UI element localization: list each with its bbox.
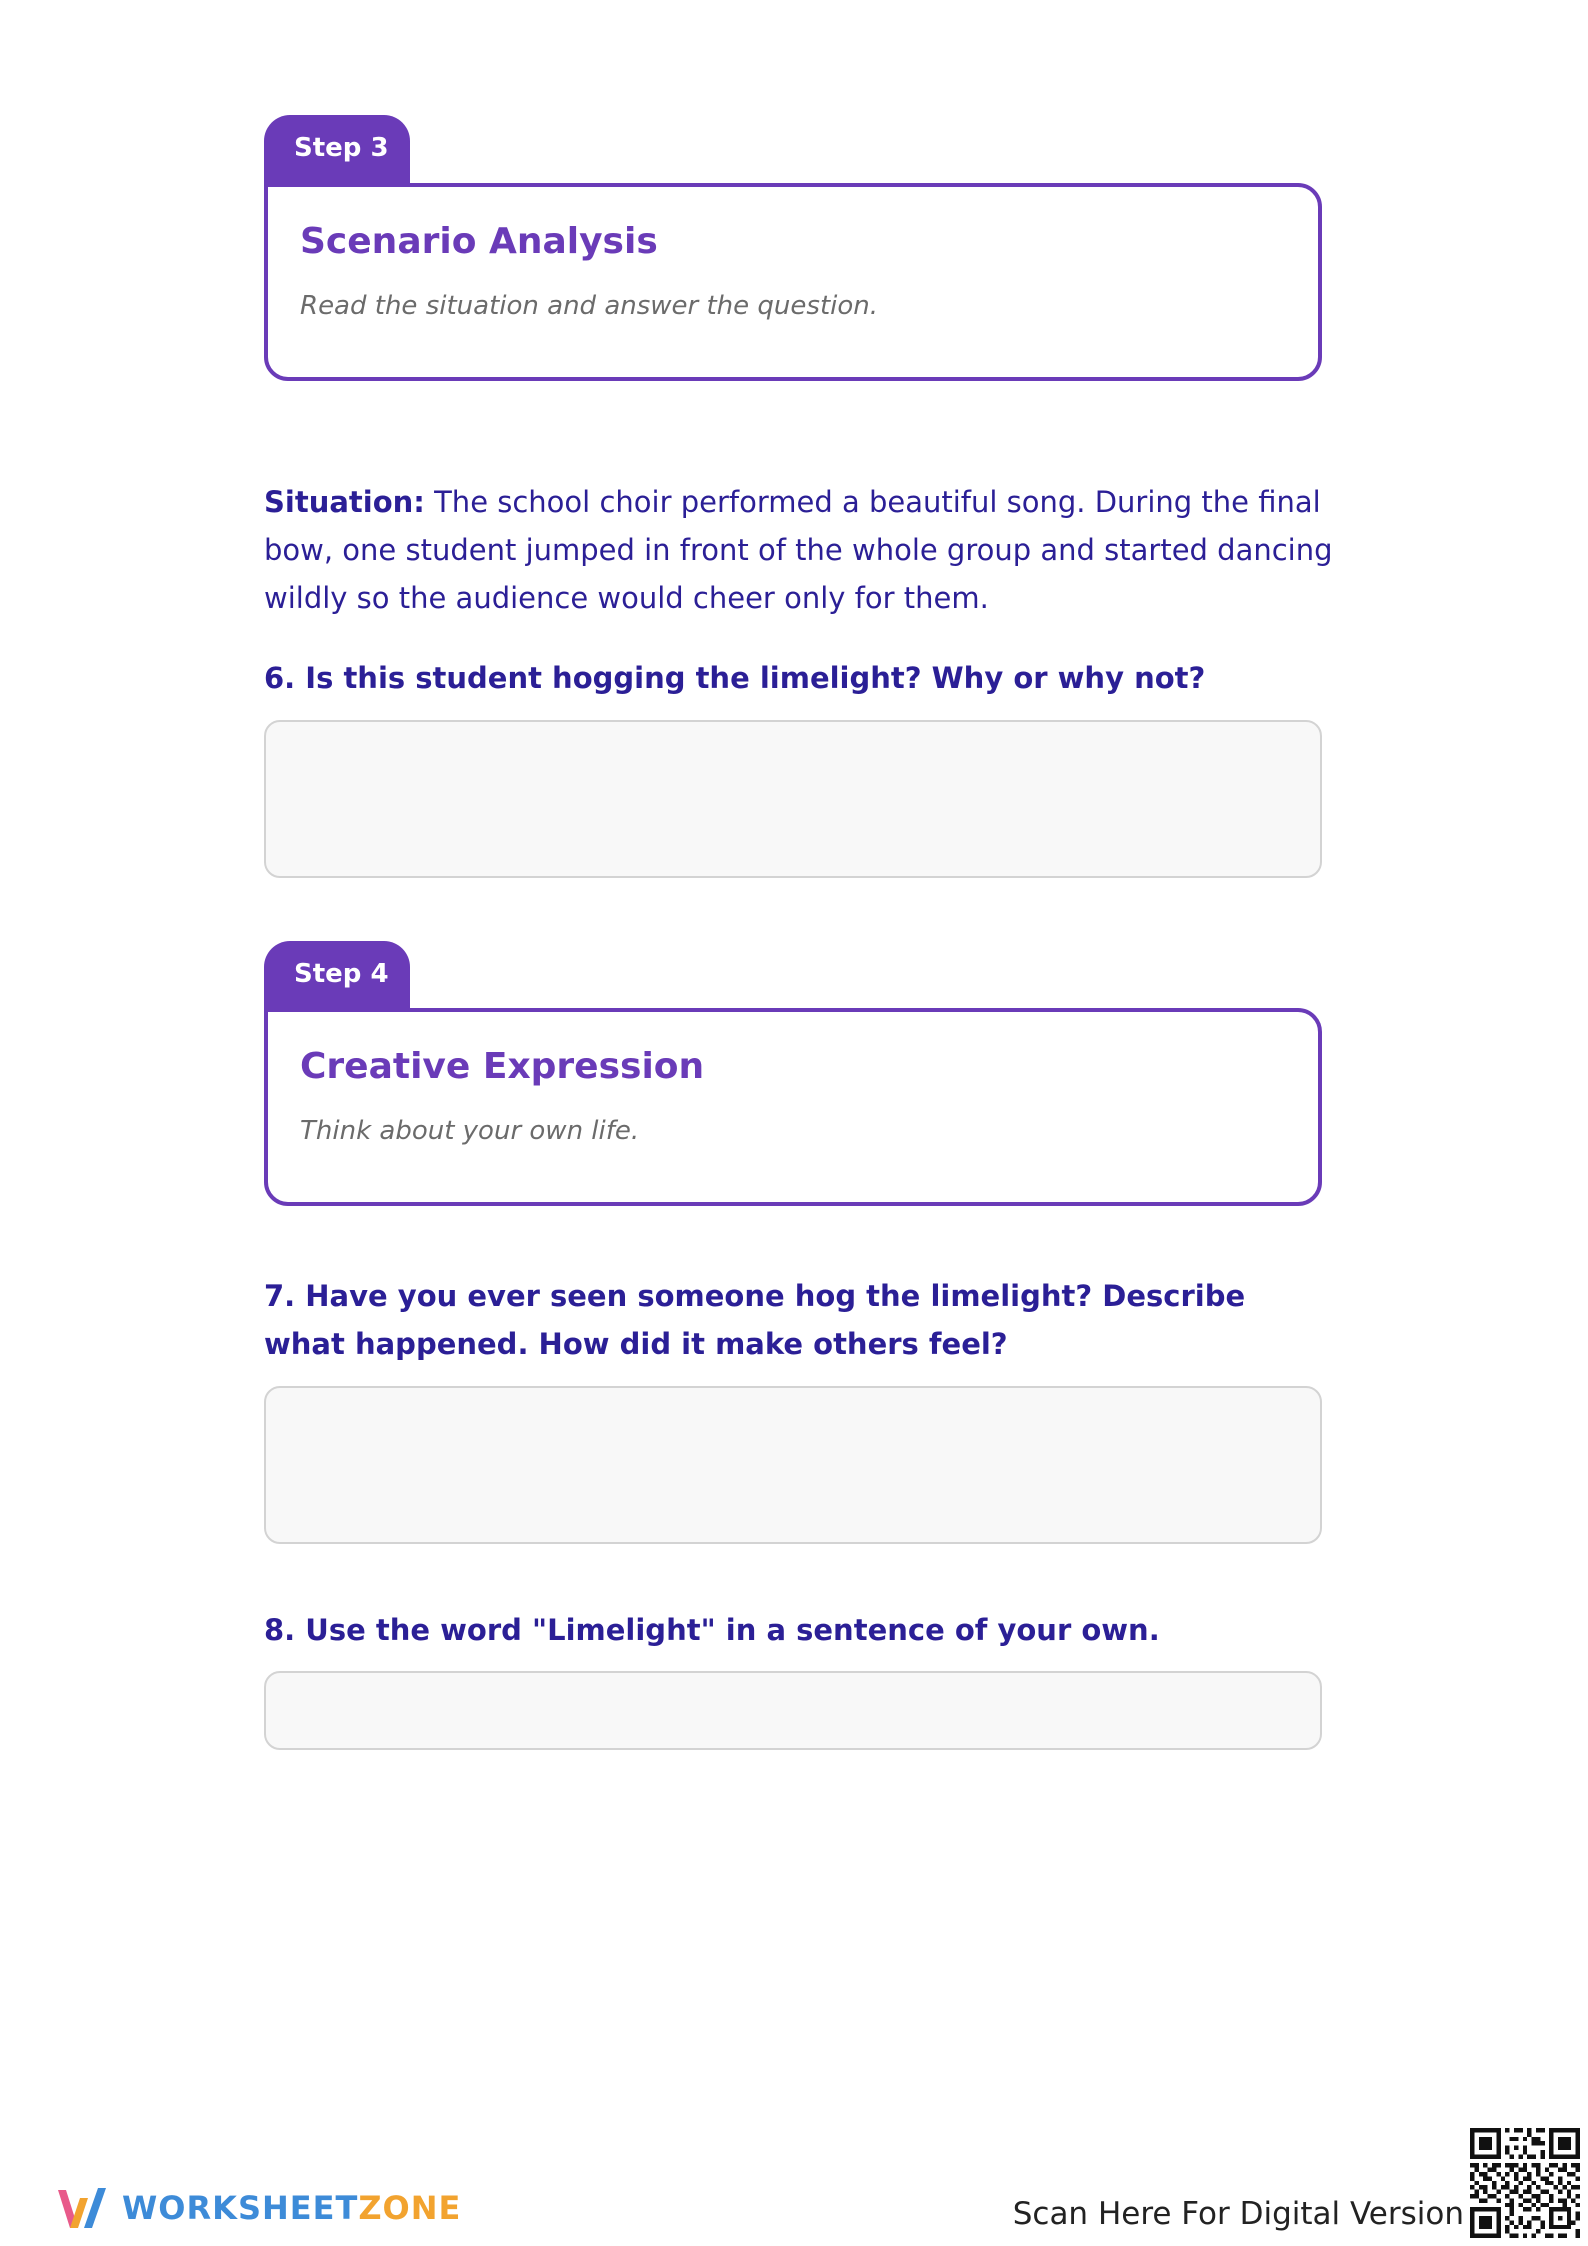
step-4-title: Creative Expression xyxy=(300,1046,705,1087)
step-4-header-card xyxy=(264,1008,1322,1206)
answer-box-6[interactable] xyxy=(264,720,1322,878)
step-3-tab-label: Step 3 xyxy=(294,133,389,163)
worksheetzone-logo-icon xyxy=(54,2180,110,2236)
step-3-tab xyxy=(264,115,410,185)
question-8: 8. Use the word "Limelight" in a sentence of your own. xyxy=(264,1613,1160,1647)
situation-text: The school choir performed a beautiful song. During the final bow, one student jumped in front of the whole group and started dancing wildly so the audience would cheer only for them. xyxy=(264,485,1333,615)
step-4-tab xyxy=(264,941,410,1011)
brand-name-part-2: ZONE xyxy=(358,2189,462,2227)
scan-here-label: Scan Here For Digital Version xyxy=(1012,2196,1464,2232)
situation-paragraph xyxy=(264,478,1334,622)
answer-box-8[interactable] xyxy=(264,1671,1322,1750)
step-3-title: Scenario Analysis xyxy=(300,221,658,262)
step-4-subtitle: Think about your own life. xyxy=(300,1116,640,1146)
situation-lead: Situation: xyxy=(264,485,425,519)
answer-box-7[interactable] xyxy=(264,1386,1322,1544)
worksheetzone-logo[interactable] xyxy=(54,2178,461,2238)
step-3-subtitle: Read the situation and answer the question. xyxy=(300,291,879,321)
question-7: 7. Have you ever seen someone hog the limelight? Describe what happened. How did it make others feel? xyxy=(264,1279,1246,1361)
step-4-tab-label: Step 4 xyxy=(294,959,389,989)
brand-name-part-1: WORKSHEET xyxy=(122,2189,359,2227)
qr-code-icon[interactable] xyxy=(1470,2128,1580,2238)
question-6: 6. Is this student hogging the limelight? Why or why not? xyxy=(264,661,1206,695)
brand-name xyxy=(122,2189,461,2227)
step-3-header-card xyxy=(264,183,1322,381)
